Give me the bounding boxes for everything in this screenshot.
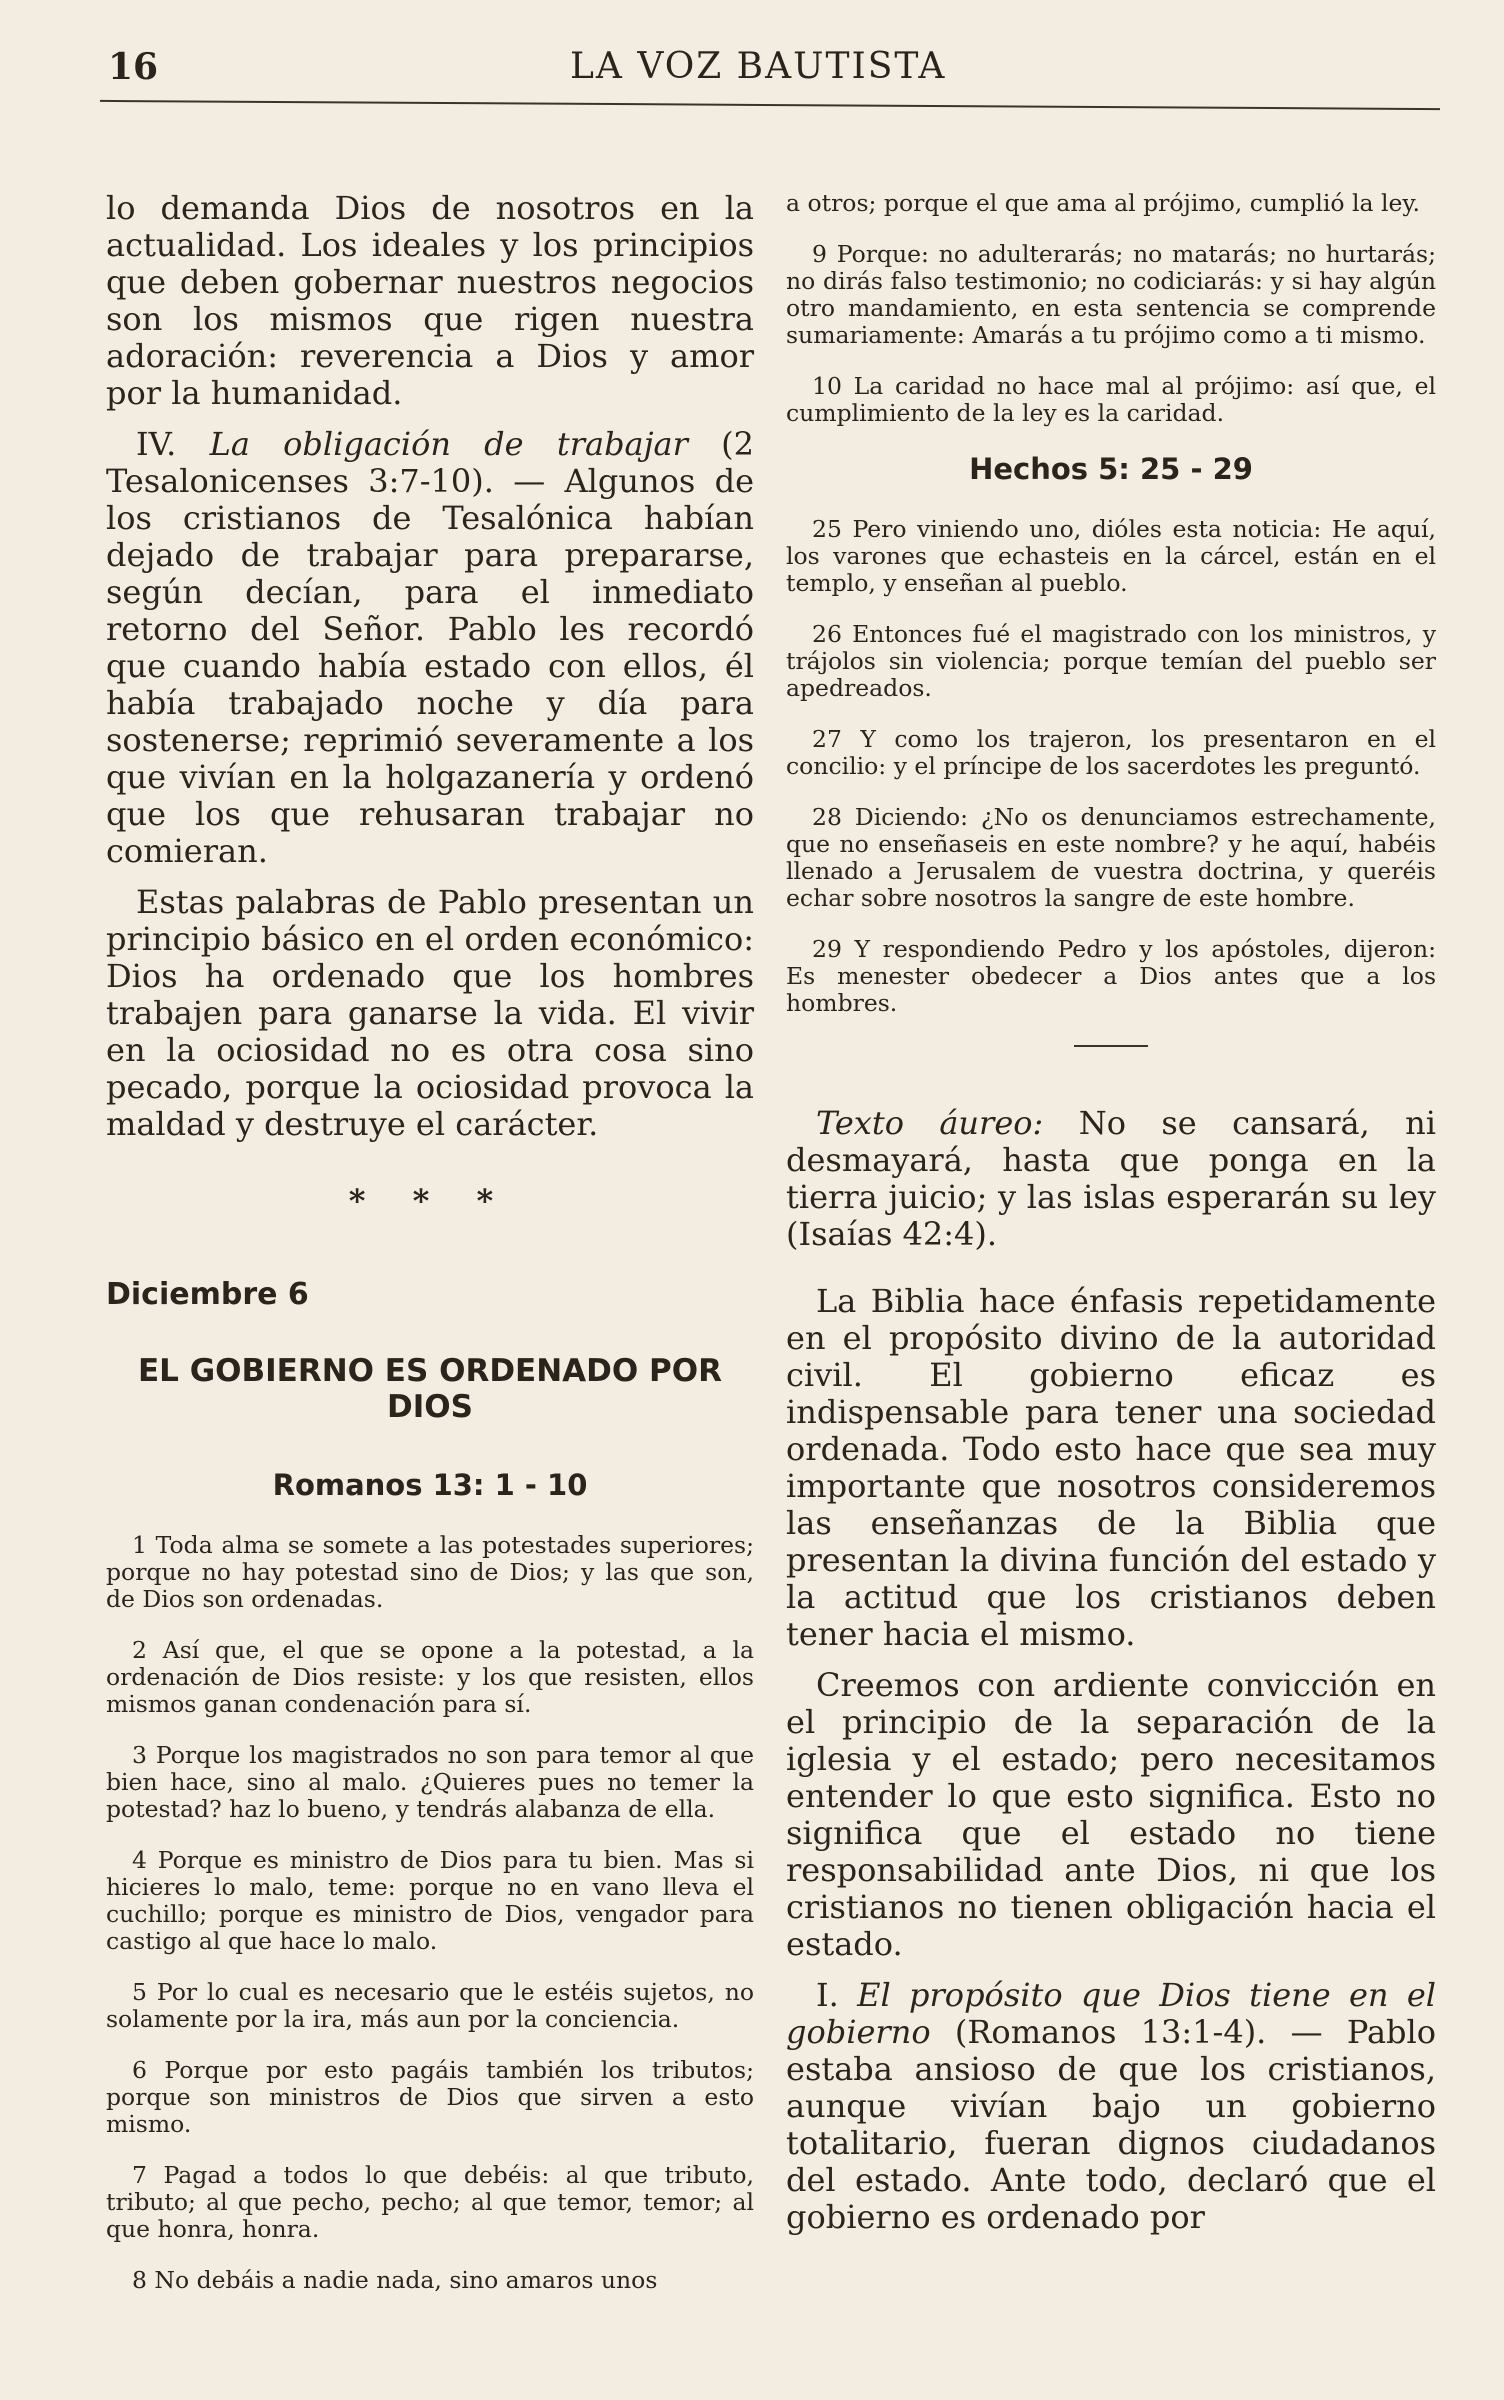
golden-text-label: Texto áureo: (816, 1104, 1044, 1142)
section-i-paragraph (786, 1977, 1436, 2236)
paragraph-1: La Biblia hace énfasis repetidamente en el propósito divino de la autoridad civil. El gobierno eficaz es indispensable para tener una sociedad ordenada. Todo esto hace que sea muy importante que nosotros consideremos las enseñanzas de la Biblia que presentan la divina función del estado y la actitud que los cristianos deben tener hacia el mismo. (786, 1282, 1436, 1653)
verse: 6 Porque por esto pagáis también los tributos; porque son ministros de Dios que sirven a esto mismo. (106, 2056, 754, 2138)
header-rule (100, 100, 1440, 110)
acts-verse: 26 Entonces fué el magistrado con los ministros, y trájolos sin violencia; porque temían del pueblo ser apedreados. (786, 620, 1436, 702)
closing-paragraph: Estas palabras de Pablo presentan un principio básico en el orden económico: Dios ha ordenado que los hombres trabajen para ganarse la vida. El vivir en la ociosidad no es otra cosa sino pecado, porque la ociosidad provoca la maldad y destruye el carácter. (106, 883, 754, 1143)
verse: 8 No debáis a nadie nada, sino amaros unos (132, 2266, 658, 2294)
verse: 5 Por lo cual es necesario que le estéis sujetos, no solamente por la ira, más aun por la conciencia. (106, 1978, 754, 2033)
lesson-title: EL GOBIERNO ES ORDENADO POR DIOS (137, 1353, 722, 1425)
verse: 7 Pagad a todos lo que debéis: al que tributo, tributo; al que pecho, pecho; al que temor, temor; al que honra, honra. (106, 2161, 754, 2243)
verse: 10 La caridad no hace mal al prójimo: así que, el cumplimiento de la ley es la caridad. (786, 372, 1436, 427)
golden-text (786, 1105, 1436, 1253)
right-column (786, 190, 1436, 2250)
section-separator: * * * (348, 1182, 512, 1220)
lesson-date: Diciembre 6 (106, 1277, 309, 1312)
acts-verse: 28 Diciendo: ¿No os denunciamos estrechamente, que no enseñaseis en este nombre? y he aquí, habéis llenado a Jerusalem de vuestra doctrina, y queréis echar sobre nosotros la sangre de este hombre. (786, 803, 1436, 912)
section-iv-text: (2 Tesalonicenses 3:7-10). — Algunos de los cristianos de Tesalónica habían dejado de trabajar para prepararse, según decían, para el inmediato retorno del Señor. Pablo les recordó que cuando había estado con ellos, él había trabajado noche y día para sostenerse; reprimió severamente a los que vivían en la holgazanería y ordenó que los que rehusaran trabajar no comieran. (106, 425, 754, 870)
golden-text-body: No se cansará, ni desmayará, hasta que ponga en la tierra juicio; y las islas esperarán su ley (Isaías 42:4). (786, 1104, 1437, 1253)
acts-verse: 27 Y como los trajeron, los presentaron en el concilio: y el príncipe de los sacerdotes les preguntó. (786, 725, 1436, 780)
acts-verse: 29 Y respondiendo Pedro y los apóstoles, dijeron: Es menester obedecer a Dios antes que a los hombres. (786, 935, 1436, 1017)
section-iv-numeral: IV. (136, 425, 177, 463)
verse: 2 Así que, el que se opone a la potestad, a la ordenación de Dios resiste: y los que resisten, ellos mismos ganan condenación para sí. (106, 1636, 754, 1718)
section-iv-paragraph (106, 426, 754, 870)
second-scripture-reference: Hechos 5: 25 - 29 (969, 452, 1253, 486)
verse: a otros; porque el que ama al prójimo, cumplió la ley. (786, 189, 1421, 217)
short-divider (1074, 1045, 1148, 1047)
acts-verse: 25 Pero viniendo uno, dióles esta noticia: He aquí, los varones que echasteis en la cárcel, están en el templo, y enseñan al pueblo. (786, 515, 1436, 597)
left-column (106, 190, 754, 2318)
verse: 1 Toda alma se somete a las potestades superiores; porque no hay potestad sino de Dios; y las que son, de Dios son ordenadas. (106, 1531, 754, 1613)
section-i-text: (Romanos 13:1-4). — Pablo estaba ansioso de que los cristianos, aunque vivían bajo un gobierno totalitario, fueran dignos ciudadanos del estado. Ante todo, declaró que el gobierno es ordenado por (786, 2013, 1437, 2236)
intro-paragraph: lo demanda Dios de nosotros en la actualidad. Los ideales y los principios que deben gobernar nuestros negocios son los mismos que rigen nuestra adoración: reverencia a Dios y amor por la humanidad. (106, 189, 754, 412)
verse: 4 Porque es ministro de Dios para tu bien. Mas si hicieres lo malo, teme: porque no en vano lleva el cuchillo; porque es ministro de Dios, vengador para castigo al que hace lo malo. (106, 1846, 754, 1955)
section-iv-heading: La obligación de trabajar (209, 425, 688, 463)
paragraph-2: Creemos con ardiente convicción en el principio de la separación de la iglesia y el estado; pero necesitamos entender lo que esto significa. Esto no significa que el estado no tiene responsabilidad ante Dios, ni que los cristianos no tienen obligación hacia el estado. (786, 1666, 1436, 1963)
section-i-numeral: I. (816, 1976, 839, 2014)
scripture-reference: Romanos 13: 1 - 10 (272, 1468, 588, 1502)
magazine-title: LA VOZ BAUTISTA (570, 46, 947, 87)
verse: 3 Porque los magistrados no son para temor al que bien hace, sino al malo. ¿Quieres pues no temer la potestad? haz lo bueno, y tendrás alabanza de ella. (106, 1741, 754, 1823)
section-i-heading: El propósito que Dios tiene en el gobierno (786, 1976, 1437, 2051)
page-header (0, 0, 1504, 120)
page-number: 16 (108, 46, 159, 88)
verse: 9 Porque: no adulterarás; no matarás; no hurtarás; no dirás falso testimonio; no codiciarás: y si hay algún otro mandamiento, en esta sentencia se comprende sumariamente: Amarás a tu prójimo como a ti mismo. (786, 240, 1436, 349)
